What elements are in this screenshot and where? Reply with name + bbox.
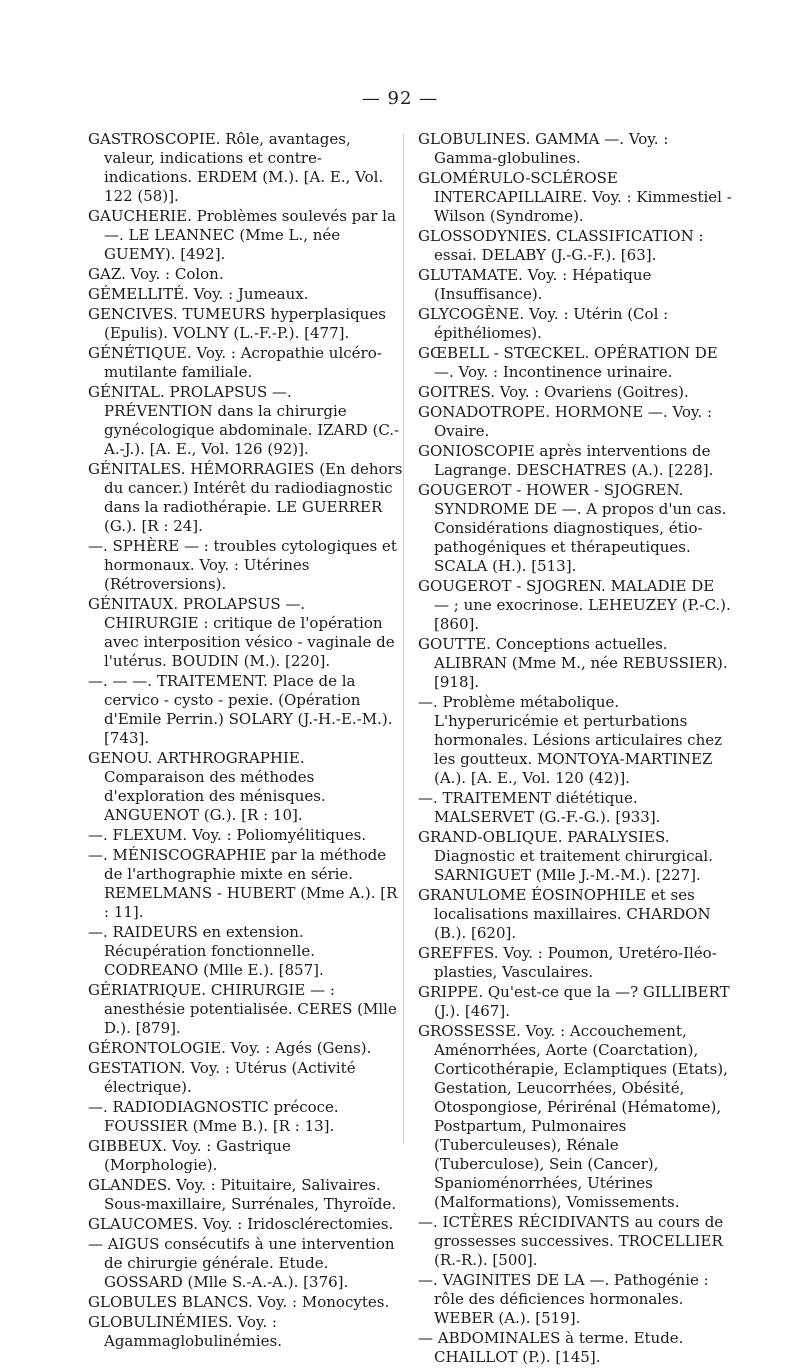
index-entry: GÉNITAUX. PROLAPSUS —. CHIRURGIE : critique de l'opération avec interposition vésico - vaginale de l'utérus. BOUDIN (M.). [220]. [88,595,395,670]
index-entry: GOITRES. Voy. : Ovariens (Goitres). [418,383,689,401]
right-column [418,130,733,1368]
index-entry: GLUTAMATE. Voy. : Hépatique (Insuffisance). [418,266,652,303]
index-entry: GÉNITALES. HÉMORRAGIES (En dehors du cancer.) Intérêt du radiodiagnostic dans la radiothérapie. LE GUERRER (G.). [R : 24]. [88,460,403,535]
index-entry: GŒBELL - STŒCKEL. OPÉRATION DE —. Voy. : Incontinence urinaire. [418,344,718,381]
index-entry: GOUTTE. Conceptions actuelles. ALIBRAN (Mme M., née REBUSSIER). [918]. [418,635,728,691]
index-entry: —. FLEXUM. Voy. : Poliomyélitiques. [88,826,367,844]
index-entry: —. TRAITEMENT diététique. MALSERVET (G.-F.-G.). [933]. [418,789,661,826]
index-entry: GRANULOME ÉOSINOPHILE et ses localisations maxillaires. CHARDON (B.). [620]. [418,886,711,942]
index-entry: GLOBULINES. GAMMA —. Voy. : Gamma-globulines. [418,130,669,167]
index-entry: GÉRIATRIQUE. CHIRURGIE — : anesthésie potentialisée. CERES (Mlle D.). [879]. [88,981,397,1037]
index-entry: —. SPHÈRE — : troubles cytologiques et hormonaux. Voy. : Utérines (Rétroversions). [88,537,397,593]
index-entry: —. VAGINITES DE LA —. Pathogénie : rôle des déficiences hormonales. WEBER (A.). [519]. [418,1271,709,1327]
index-entry: GASTROSCOPIE. Rôle, avantages, valeur, indications et contre-indications. ERDEM (M.). [A. E., Vol. 122 (58)]. [88,130,384,205]
index-entry: GÉRONTOLOGIE. Voy. : Agés (Gens). [88,1039,372,1057]
index-entry: GLOBULES BLANCS. Voy. : Monocytes. [88,1293,390,1311]
index-entry: GONADOTROPE. HORMONE —. Voy. : Ovaire. [418,403,713,440]
index-entry: —. ICTÈRES RÉCIDIVANTS au cours de grossesses successives. TROCELLIER (R.-R.). [500]. [418,1213,724,1269]
index-entry: — AIGUS consécutifs à une intervention de chirurgie générale. Etude. GOSSARD (Mlle S.-A.-A.). [376]. [88,1235,395,1291]
index-entry: GRAND-OBLIQUE. PARALYSIES. Diagnostic et traitement chirurgical. SARNIGUET (Mlle J.-M.-M.). [227]. [418,828,713,884]
index-entry: GONIOSCOPIE après interventions de Lagrange. DESCHATRES (A.). [228]. [418,442,714,479]
index-entry: GAZ. Voy. : Colon. [88,265,224,283]
index-entry: GLOBULINÉMIES. Voy. : Agammaglobulinémies. [88,1313,282,1350]
left-column [88,130,403,1352]
index-entry: GLAUCOMES. Voy. : Iridosclérectomies. [88,1215,394,1233]
index-entry: —. Problème métabolique. L'hyperuricémie et perturbations hormonales. Lésions articulaires chez les goutteux. MONTOYA-MARTINEZ (A.). [A. E., Vol. 120 (42)]. [418,693,723,787]
index-entry: GÉNITAL. PROLAPSUS —. PRÉVENTION dans la chirurgie gynécologique abdominale. IZARD (C.-A.-J.). [A. E., Vol. 126 (92)]. [88,383,400,458]
index-entry: GENOU. ARTHROGRAPHIE. Comparaison des méthodes d'exploration des ménisques. ANGUENOT (G.). [R : 10]. [88,749,326,824]
index-entry: GIBBEUX. Voy. : Gastrique (Morphologie). [88,1137,291,1174]
index-entry: GOUGEROT - SJOGREN. MALADIE DE — ; une exocrinose. LEHEUZEY (P.-C.). [860]. [418,577,731,633]
column-divider [403,134,404,1144]
index-entry: —. MÉNISCOGRAPHIE par la méthode de l'arthographie mixte en série. REMELMANS - HUBERT (Mme A.). [R : 11]. [88,846,398,921]
index-entry: GLYCOGÈNE. Voy. : Utérin (Col : épithéliomes). [418,305,669,342]
index-entry: GLANDES. Voy. : Pituitaire, Salivaires. Sous-maxillaire, Surrénales, Thyroïde. [88,1176,397,1213]
index-entry: GENCIVES. TUMEURS hyperplasiques (Epulis). VOLNY (L.-F.-P.). [477]. [88,305,386,342]
index-entry: GESTATION. Voy. : Utérus (Activité électrique). [88,1059,356,1096]
index-entry: —. — —. TRAITEMENT. Place de la cervico - cysto - pexie. (Opération d'Emile Perrin.) SOLARY (J.-H.-E.-M.). [743]. [88,672,393,747]
index-entry: — ABDOMINALES à terme. Etude. CHAILLOT (P.). [145]. [418,1329,684,1366]
index-entry: GÉMELLITÉ. Voy. : Jumeaux. [88,285,309,303]
index-entry: GÉNÉTIQUE. Voy. : Acropathie ulcéro-mutilante familiale. [88,344,382,381]
index-entry: GOUGEROT - HOWER - SJOGREN. SYNDROME DE —. A propos d'un cas. Considérations diagnostiques, étio-pathogéniques et thérapeutiques. SCALA (H.). [513]. [418,481,727,575]
page-number: — 92 — [361,88,439,109]
index-entry: —. RADIODIAGNOSTIC précoce. FOUSSIER (Mme B.). [R : 13]. [88,1098,339,1135]
index-entry: GROSSESSE. Voy. : Accouchement, Aménorrhées, Aorte (Coarctation), Corticothérapie, Eclamptiques (Etats), Gestation, Leucorrhées, Obésité, Otospongiose, Périrénal (Hématome), Postpartum, Pulmonaires (Tuberculeuses), Rénale (Tuberculose), Sein (Cancer), Spanioménorrhées, Utérines (Malformations), Vomissements. [418,1022,728,1211]
index-entry: GRIPPE. Qu'est-ce que la —? GILLIBERT (J.). [467]. [418,983,730,1020]
index-entry: —. RAIDEURS en extension. Récupération fonctionnelle. CODREANO (Mlle E.). [857]. [88,923,324,979]
index-entry: GLOMÉRULO-SCLÉROSE INTERCAPILLAIRE. Voy. : Kimmestiel - Wilson (Syndrome). [418,169,732,225]
index-entry: GAUCHERIE. Problèmes soulevés par la —. LE LEANNEC (Mme L., née GUEMY). [492]. [88,207,396,263]
index-entry: GREFFES. Voy. : Poumon, Uretéro-Iléo-plasties, Vasculaires. [418,944,717,981]
index-entry: GLOSSODYNIES. CLASSIFICATION : essai. DELABY (J.-G.-F.). [63]. [418,227,704,264]
